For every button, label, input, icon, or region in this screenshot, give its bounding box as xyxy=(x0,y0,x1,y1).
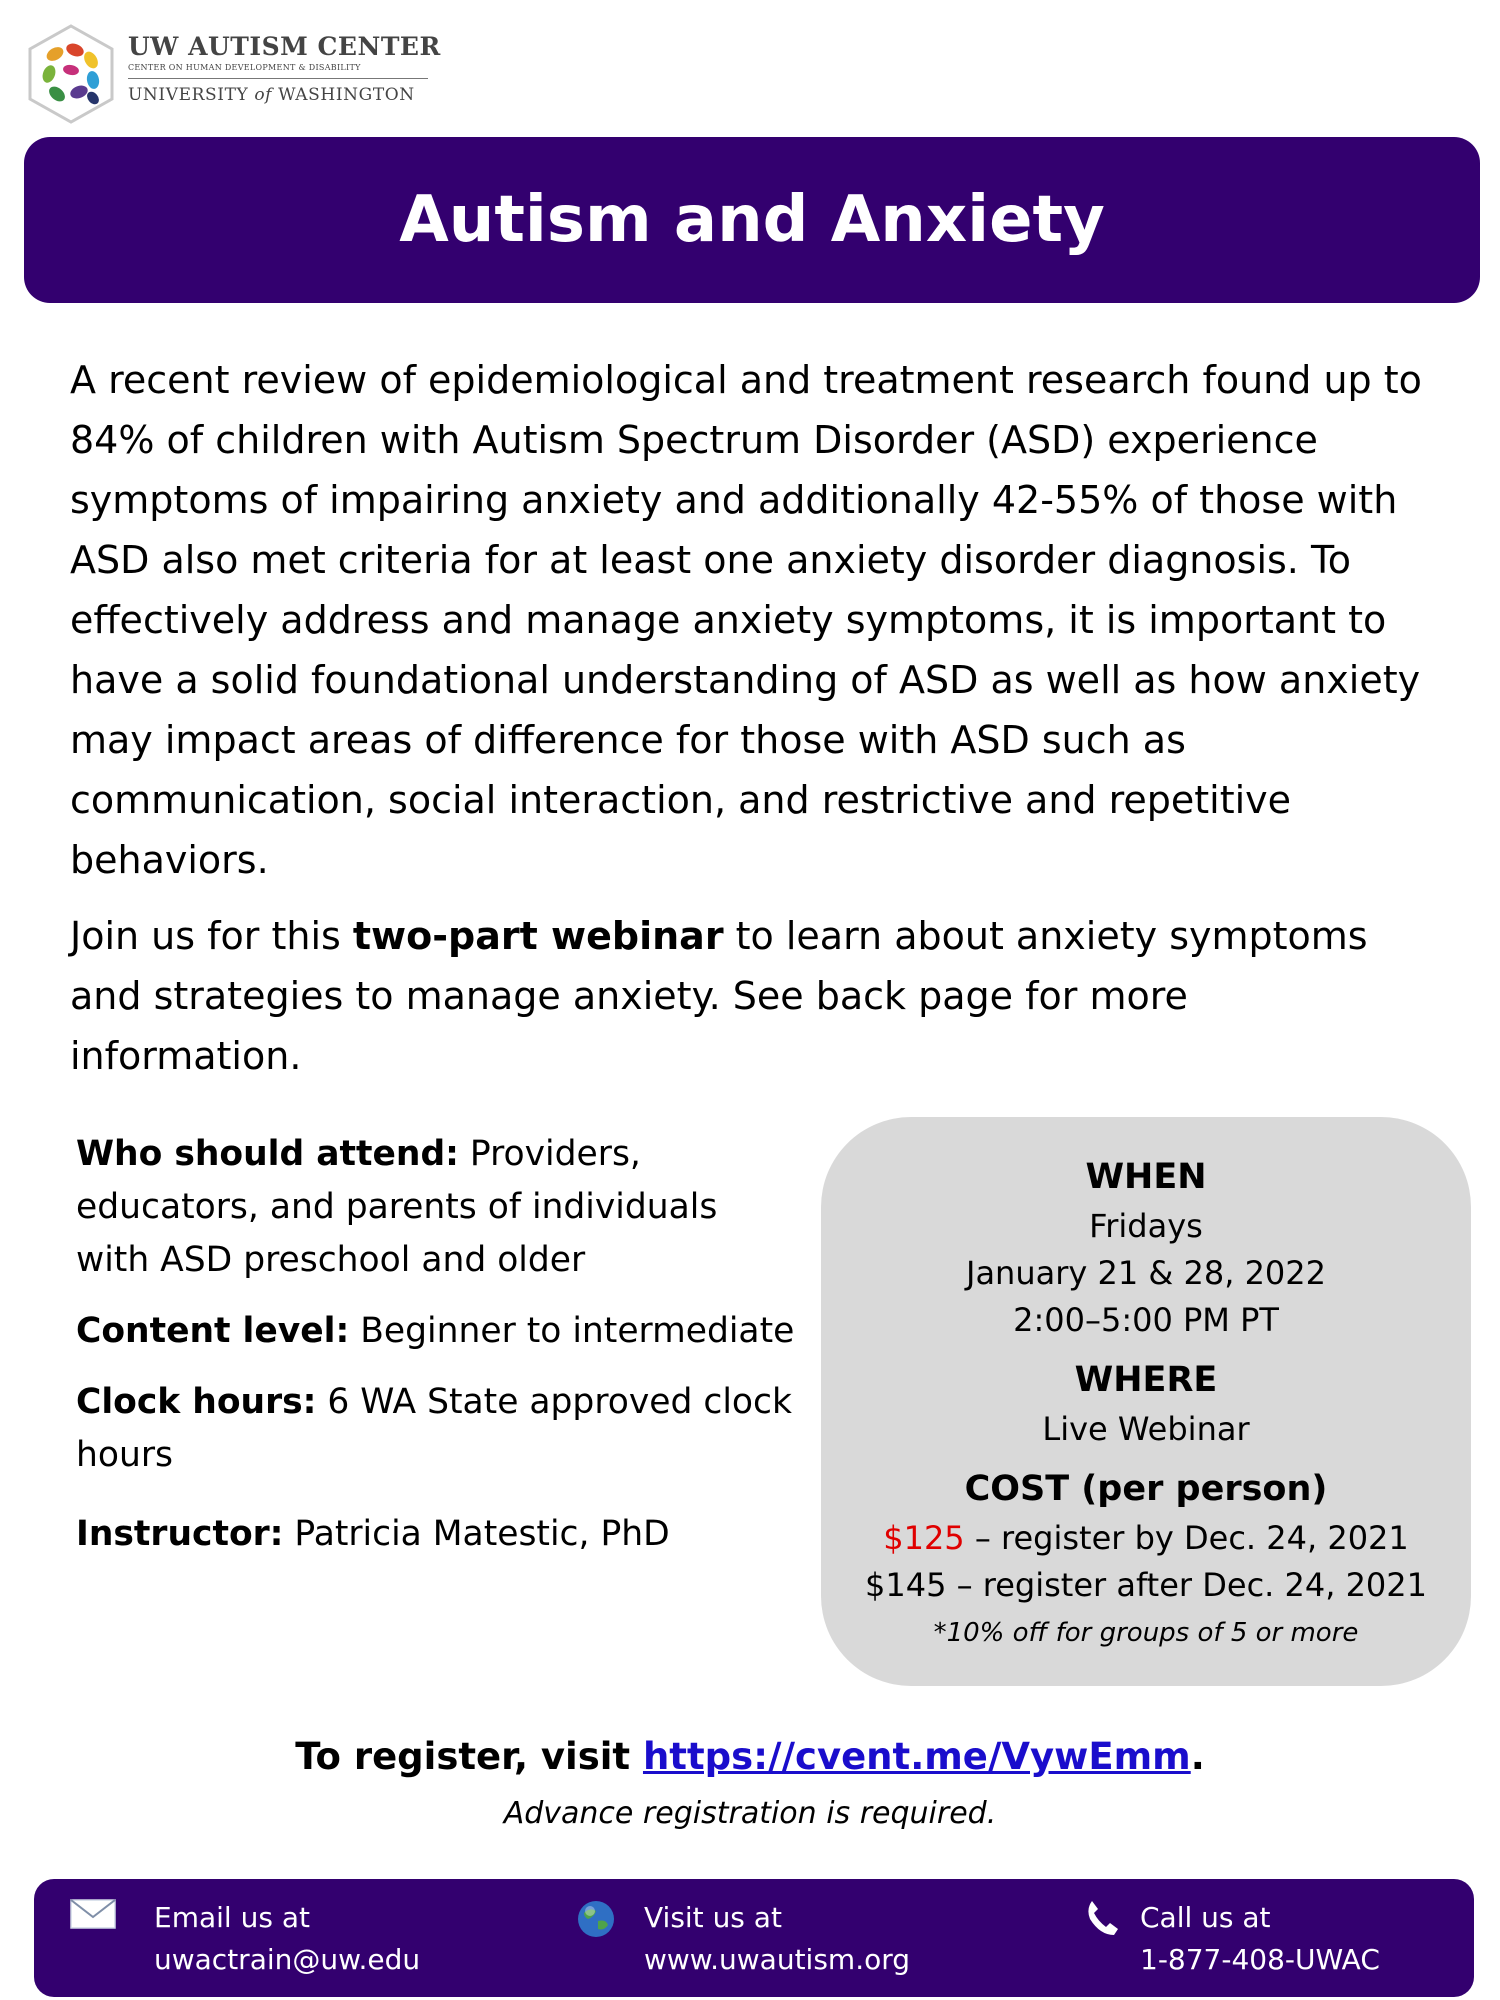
clock-hours-label: Clock hours: xyxy=(76,1382,317,1422)
details-box xyxy=(821,1117,1471,1686)
footer-phone-text xyxy=(1140,1897,1380,1981)
advance-registration-note: Advance registration is required. xyxy=(503,1796,997,1831)
intro-paragraph-2-line3: information. xyxy=(70,1034,302,1078)
clock-hours xyxy=(76,1376,796,1482)
instructor-label: Instructor: xyxy=(76,1514,284,1554)
footer-email-text xyxy=(154,1897,420,1981)
page-title: Autism and Anxiety xyxy=(399,183,1105,257)
who-should-attend-label: Who should attend: xyxy=(76,1134,459,1174)
instructor-text: Patricia Matestic, PhD xyxy=(283,1514,670,1554)
intro-section xyxy=(70,350,1450,1102)
cost-early xyxy=(821,1515,1471,1562)
where-heading: WHERE xyxy=(1074,1360,1218,1400)
when-heading: WHEN xyxy=(1085,1157,1207,1197)
register-link[interactable]: https://cvent.me/VywEmm xyxy=(642,1735,1191,1778)
event-info xyxy=(76,1128,796,1579)
logo-subtitle: CENTER ON HUMAN DEVELOPMENT & DISABILITY xyxy=(128,63,361,72)
cost-early-price: $125 xyxy=(883,1519,965,1557)
content-level xyxy=(76,1305,796,1358)
envelope-icon xyxy=(70,1899,116,1929)
when-day: Fridays xyxy=(1089,1207,1203,1245)
intro-paragraph-2-line1: to learn about anxiety symptoms xyxy=(723,914,1368,958)
instructor xyxy=(76,1508,796,1561)
footer-phone-value: 1-877-408-UWAC xyxy=(1140,1943,1380,1976)
phone-icon xyxy=(1084,1899,1120,1937)
content-level-label: Content level: xyxy=(76,1311,350,1351)
globe-icon xyxy=(576,1899,616,1939)
content-level-text: Beginner to intermediate xyxy=(349,1311,795,1351)
footer-email-value: uwactrain@uw.edu xyxy=(154,1943,421,1976)
hexagon-leaves-logo-icon xyxy=(28,24,114,124)
footer-phone-label: Call us at xyxy=(1140,1901,1271,1934)
group-discount-note: *10% off for groups of 5 or more xyxy=(933,1618,1359,1648)
clock-hours-text: 6 WA State approved clock hours xyxy=(76,1382,792,1475)
footer-website-value: www.uwautism.org xyxy=(644,1943,911,1976)
logo-divider xyxy=(128,78,428,79)
cost-heading: COST (per person) xyxy=(964,1469,1328,1509)
who-should-attend-text: Providers, educators, and parents of individuals with ASD preschool and older xyxy=(76,1134,718,1280)
cost-late: $145 – register after Dec. 24, 2021 xyxy=(865,1566,1427,1604)
who-should-attend xyxy=(76,1128,796,1287)
logo-university-pre: UNIVERSITY xyxy=(128,85,255,105)
register-line xyxy=(0,1735,1500,1778)
where-value: Live Webinar xyxy=(1042,1410,1250,1448)
register-suffix: . xyxy=(1190,1735,1205,1778)
footer-website-label: Visit us at xyxy=(644,1901,782,1934)
title-banner xyxy=(24,137,1480,303)
when-time: 2:00–5:00 PM PT xyxy=(1013,1301,1279,1339)
uw-autism-center-logo xyxy=(28,24,441,124)
cost-early-text: – register by Dec. 24, 2021 xyxy=(964,1519,1409,1557)
register-prefix: To register, visit xyxy=(295,1735,643,1778)
contact-footer xyxy=(34,1879,1474,1997)
footer-email-label: Email us at xyxy=(154,1901,310,1934)
logo-university xyxy=(128,85,441,105)
logo-university-post: WASHINGTON xyxy=(272,85,415,105)
two-part-webinar-emphasis: two-part webinar xyxy=(352,914,724,958)
footer-website-text xyxy=(644,1897,910,1981)
logo-university-of: of xyxy=(254,85,273,105)
logo-text xyxy=(128,32,441,105)
intro-paragraph-2 xyxy=(70,906,1450,1086)
logo-name: UW AUTISM CENTER xyxy=(128,32,441,61)
intro-paragraph-2-line2: and strategies to manage anxiety. See back page for more xyxy=(70,974,1188,1018)
intro-paragraph-2-pre: Join us for this xyxy=(70,914,353,958)
intro-paragraph-1: A recent review of epidemiological and treatment research found up to 84% of children with Autism Spectrum Disorder (ASD) experience symptoms of impairing anxiety and additionally 42-55% of those with ASD also met criteria for at least one anxiety disorder diagnosis. To effectively address and manage anxiety symptoms, it is important to have a solid foundational understanding of ASD as well as how anxiety may impact areas of difference for those with ASD such as communication, social interaction, and restrictive and repetitive behaviors. xyxy=(70,358,1422,882)
when-dates: January 21 & 28, 2022 xyxy=(966,1254,1326,1292)
